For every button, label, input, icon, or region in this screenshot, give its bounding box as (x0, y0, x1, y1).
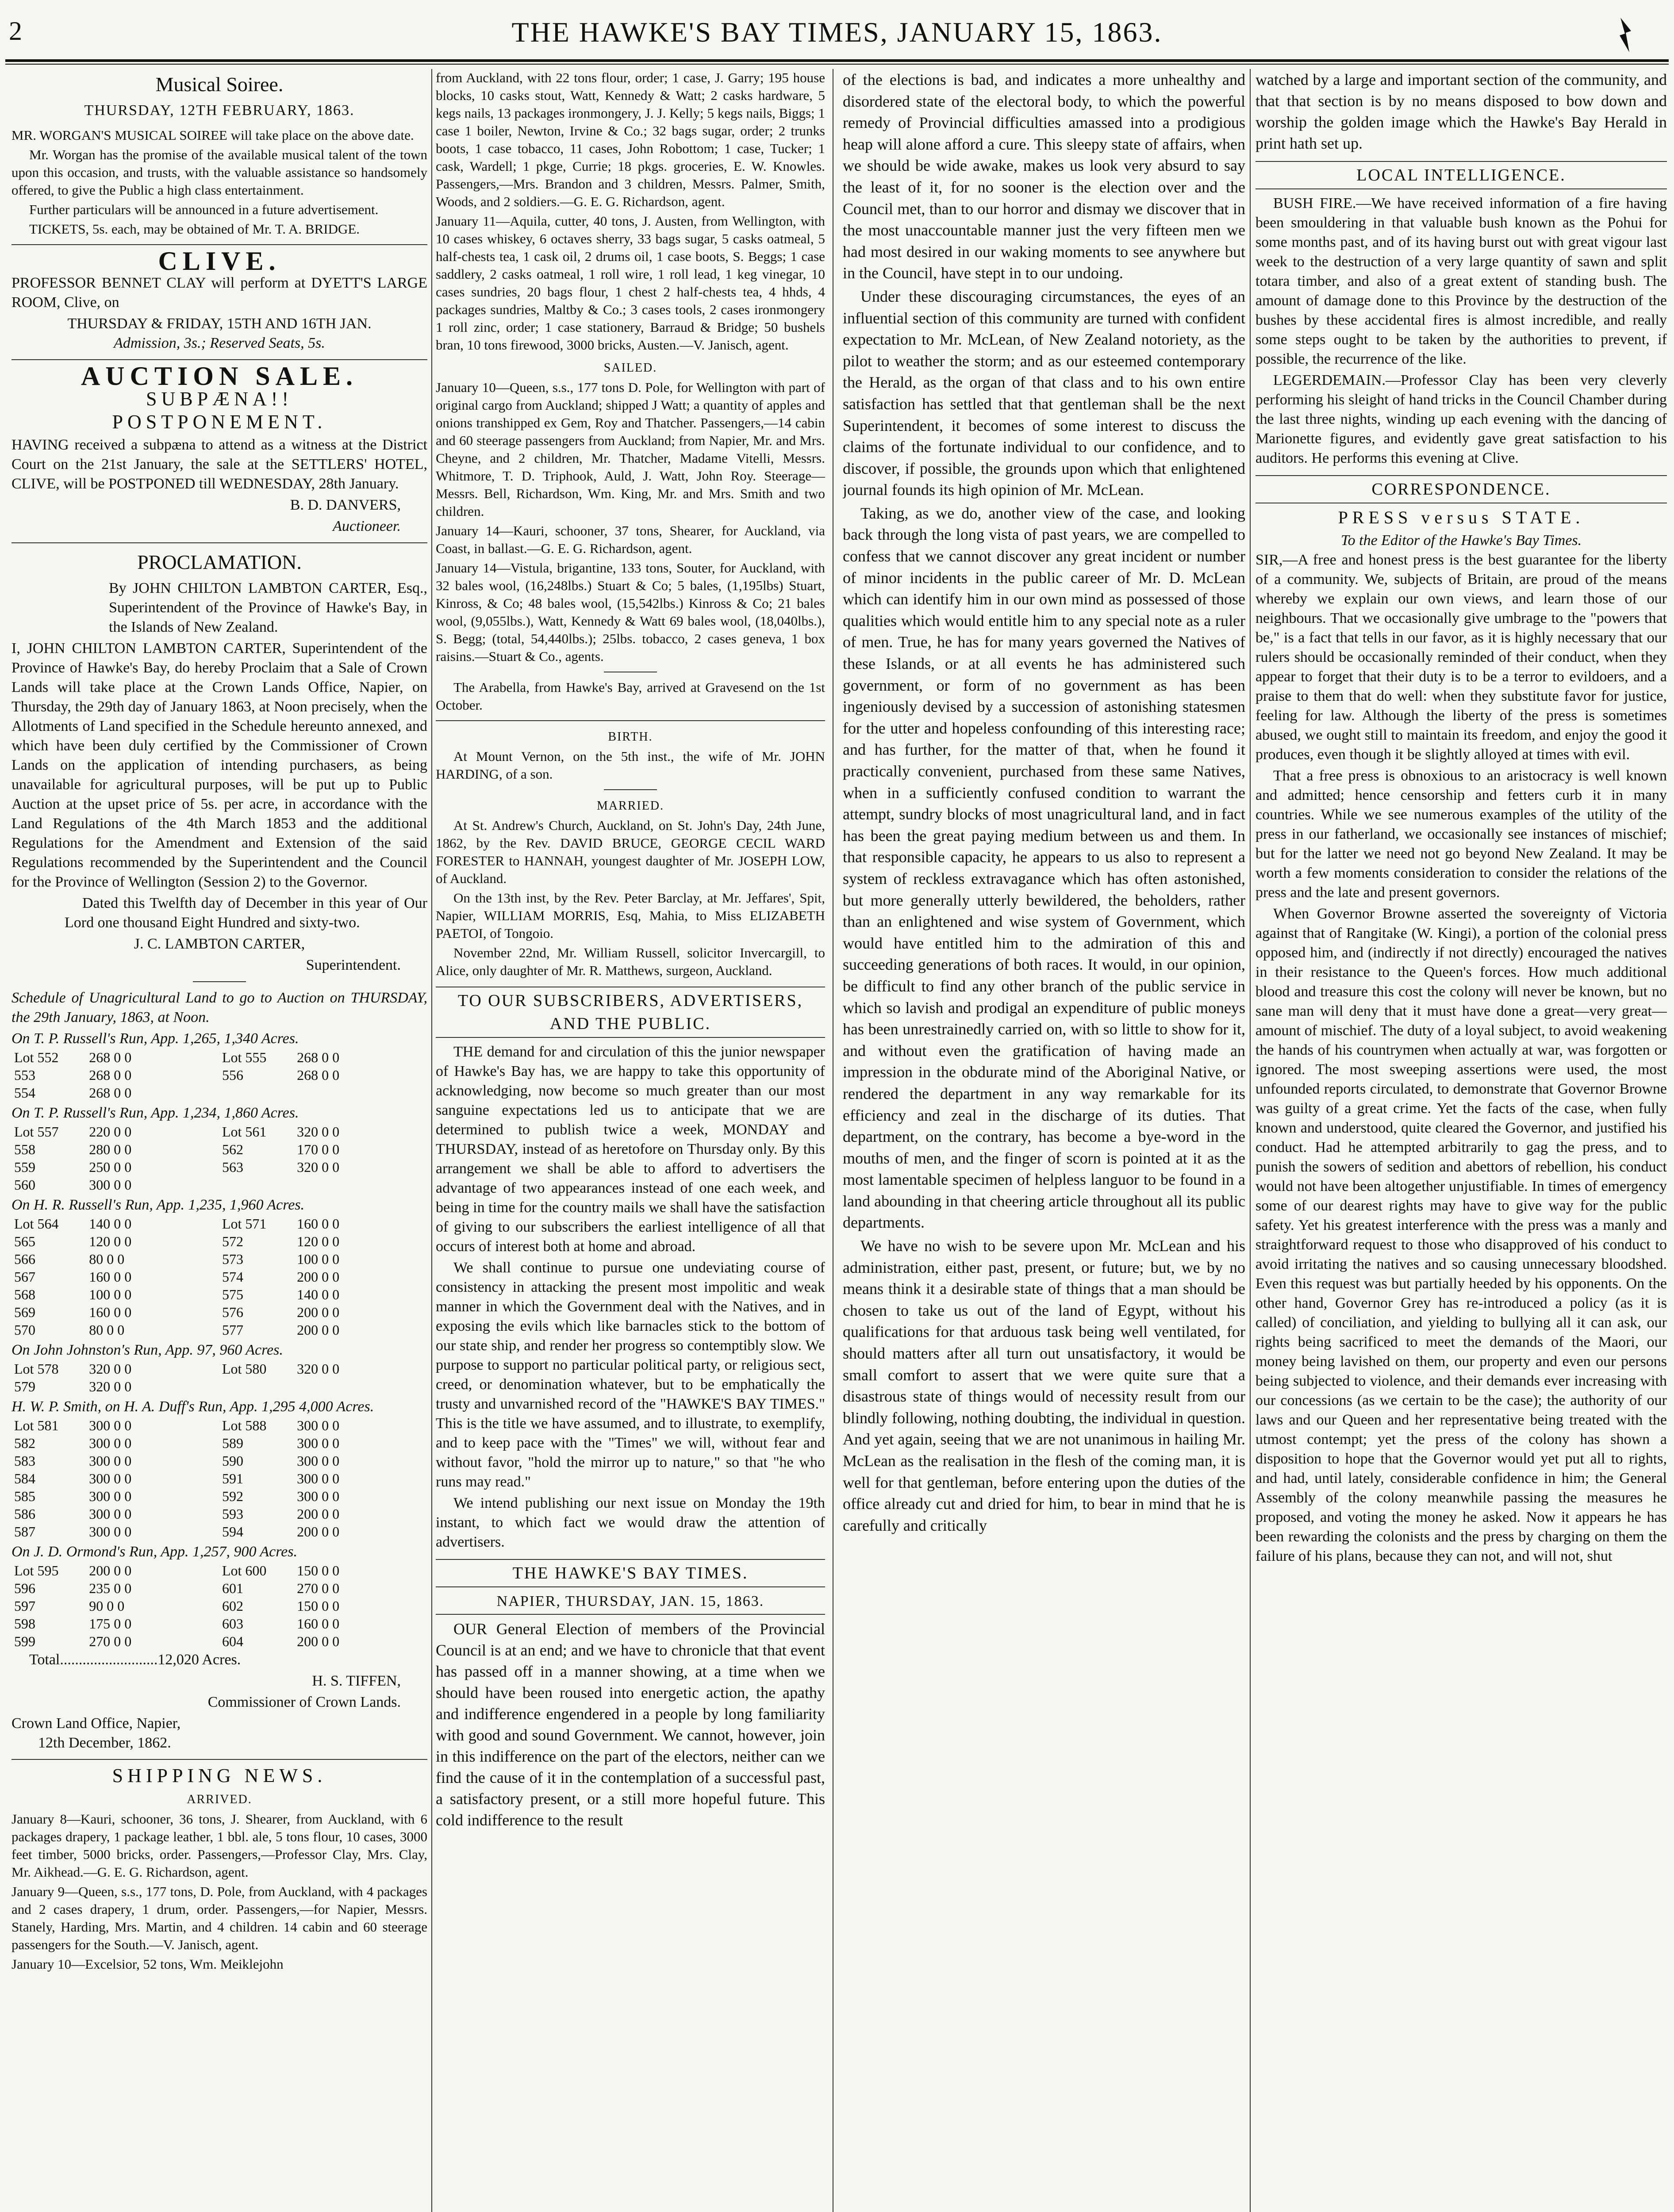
table-cell: 170 0 0 (297, 1141, 340, 1157)
table-cell: 320 0 0 (297, 1124, 340, 1140)
table-cell: Lot 552 (14, 1049, 59, 1065)
lots-table (12, 1123, 427, 1194)
table-cell: Lot 588 (222, 1417, 267, 1433)
table-cell: 90 0 0 (89, 1598, 125, 1614)
table-row (12, 1523, 427, 1540)
table-cell: 591 (222, 1471, 243, 1486)
table-cell: 235 0 0 (89, 1580, 132, 1596)
lots-table (12, 1360, 427, 1395)
table-row (12, 1487, 427, 1505)
divider (12, 359, 427, 360)
subscribers-text: We shall continue to pursue one undeviating course of consistency in attacking the present most impolitic and weak manner in which the Government deal with the Natives, and in exposing the evils which like barnacles stick to the bottom of our state ship, and render her progress so contemptibly slow. We purpose to support no particular political party, or religious sect, creed, or denomination whatever, but to be emphatically the trusty and unvarnished record of the "HAWKE'S BAY TIMES." This is the title we have assumed, and to illustrate, to exemplify, and to keep pace with the "Times" we will, without fear and without favor, "hold the mirror up to nature," so that "he who runs may read." (436, 1260, 825, 1490)
table-cell (219, 1176, 294, 1194)
soiree-text: MR. WORGAN'S MUSICAL SOIREE will take place on the above date. (12, 127, 414, 143)
column-1 (12, 69, 427, 2212)
run-title: H. W. P. Smith, on H. A. Duff's Run, App. 1,295 4,000 Acres. (12, 1398, 374, 1415)
clive-dates: THURSDAY & FRIDAY, 15TH AND 16TH JAN. (67, 315, 372, 332)
table-cell: 603 (222, 1616, 243, 1632)
auction-signature: B. D. DANVERS, (290, 497, 401, 513)
table-row (12, 1360, 427, 1378)
lots-table (12, 1562, 427, 1650)
table-cell: 596 (14, 1580, 35, 1596)
table-cell: 553 (14, 1067, 35, 1083)
married-heading: MARRIED. (596, 799, 664, 813)
table-cell: 150 0 0 (297, 1598, 340, 1614)
soiree-heading: Musical Soiree. (155, 73, 284, 96)
table-cell: 587 (14, 1524, 35, 1540)
table-cell: 268 0 0 (297, 1049, 340, 1065)
table-cell: 200 0 0 (297, 1304, 340, 1320)
leader-text: of the elections is bad, and indicates a more unhealthy and disordered state of the electoral body, to which the powerful remedy of Provincial difficulties amassed into a prodigious heap will alone afford a cure. This sleepy state of affairs, when we should be wide awake, makes us look very absurd to say the least of it, for no sooner is the election over and the Council met, than to our horror and dismay we discover that in the most unaccountable manner just the very fifteen men we had most desired in our waking moments to see anywhere but in the Council, have stept in to our undoing. (843, 71, 1245, 282)
birth-heading: BIRTH. (608, 730, 653, 744)
leader-text: watched by a large and important section of the community, and that that section is by no means disposed to bow down and worship the golden image which the Hawke's Bay Herald in print hath set up. (1256, 71, 1667, 152)
table-cell: 268 0 0 (89, 1049, 132, 1065)
table-cell: 140 0 0 (297, 1286, 340, 1302)
proclamation-by: By JOHN CHILTON LAMBTON CARTER, Esq., Superintendent of the Province of Hawke's Bay, in the Islands of New Zealand. (109, 580, 427, 635)
table-cell: 594 (222, 1524, 243, 1540)
letter-text: When Governor Browne asserted the sovereignty of Victoria against that of Rangitake (W. Kingi), a portion of the colonial press opposed him, and (indirectly if not directly) encouraged the natives in their resistance to the Queen's forces. How much additional blood and treasure this cost the colony will never be known, but no sane man will deny that it must have done a great—very great—amount of mischief. The duty of a loyal subject, to avoid weakening the hands of his countrymen when actually at war, was forgotten or ignored. The most sweeping assertions were used, the most unfounded reports circulated, to demonstrate that Governor Browne was guilty of a great crime. Yet the facts of the case, when fully known and understood, quite cleared the Governor, and justified his conduct. Had he attempted arbitrarily to gag the press, and to punish the sowers of sedition and abettors of rebellion, his conduct would not have been altogether unjustifiable. In times of emergency some of our dearest rights may have to give way for the public safety. Yet his greatest interference with the press was a manly and straightforward request to those who disapproved of his conduct to avoid irritating the natives and so causing unnecessary bloodshed. Even this request was but partially heeded by his opponents. On the other hand, Governor Grey has re-introduced a policy (as it is called) of conciliation, and yielding to bullying all it can ask, our rights being sacrificed to meet the demands of the Maori, our money being lavished on them, our property and even our persons being subjected to violence, and their demands ever increasing with our concessions (as we certain to be the case); the authority of our laws and our Queen and her representative being treated with the utmost contempt; yet the press of the colony has shown a disposition to hope that the Governor would yet put all to rights, and had, until lately, considerable confidence in him; the General Assembly of the colony meanwhile passing the measures he proposed, and voting the money he asked. Now it appears he has been rewarding the colonists and the press by charging on them the failure of his plans, because they can not, and will not, shut (1256, 906, 1667, 1564)
table-row (12, 1048, 427, 1066)
table-row (12, 1632, 427, 1650)
leader-heading: THE HAWKE'S BAY TIMES. (436, 1559, 825, 1587)
table-row (12, 1303, 427, 1321)
table-row (12, 1597, 427, 1615)
table-cell: Lot 571 (222, 1216, 267, 1232)
table-cell: 320 0 0 (297, 1159, 340, 1175)
table-cell: 160 0 0 (297, 1216, 340, 1232)
table-cell: 220 0 0 (89, 1124, 132, 1140)
soiree-text: TICKETS, 5s. each, may be obtained of Mr. T. A. BRIDGE. (29, 221, 360, 237)
table-cell: 562 (222, 1141, 243, 1157)
table-cell: 560 (14, 1177, 35, 1193)
table-cell: 300 0 0 (89, 1417, 132, 1433)
table-cell: 590 (222, 1453, 243, 1469)
table-cell (219, 1378, 294, 1395)
clive-text: PROFESSOR BENNET CLAY will perform at DYETT'S LARGE ROOM, Clive, on (12, 275, 427, 311)
divider (12, 542, 427, 543)
married-notice: At St. Andrew's Church, Auckland, on St. John's Day, 24th June, 1862, by the Rev. DAVID BRUCE, GEORGE CECIL WARD FORESTER to HANNAH, youngest daughter of Mr. JOSEPH LOW, of Auckland. (436, 818, 825, 886)
divider (604, 789, 657, 790)
lots-table (12, 1215, 427, 1339)
commissioner-title: Commissioner of Crown Lands. (207, 1694, 401, 1710)
table-cell: 570 (14, 1322, 35, 1338)
table-row (12, 1176, 427, 1194)
table-cell: 577 (222, 1322, 243, 1338)
table-row (12, 1066, 427, 1084)
table-cell: 569 (14, 1304, 35, 1320)
auction-subheading: SUBPÆNA!! (146, 388, 293, 410)
page-number: 2 (9, 16, 22, 46)
married-notice: November 22nd, Mr. William Russell, solicitor Invercargill, to Alice, only daughter of Mr. R. Matthews, surgeon, Auckland. (436, 945, 825, 978)
table-cell: 268 0 0 (89, 1067, 132, 1083)
letter-text: That a free press is obnoxious to an aristocracy is well known and admitted; hence censorship and fetters curb it in many countries. While we see numerous examples of the utility of the press in our fatherland, we occasionally see instances of mischief; but for the latter we need not go beyond New Zealand. It may be worth a few moments consideration to consider the relations of the press and the late and present governors. (1256, 768, 1667, 901)
correspondence-heading: CORRESPONDENCE. (1256, 475, 1667, 503)
table-cell (294, 1084, 427, 1102)
soiree-date: THURSDAY, 12TH FEBRUARY, 1863. (84, 102, 355, 119)
shipping-note: The Arabella, from Hawke's Bay, arrived at Gravesend on the 1st October. (436, 680, 825, 713)
table-cell: 250 0 0 (89, 1159, 132, 1175)
table-cell: 140 0 0 (89, 1216, 132, 1232)
table-cell: 300 0 0 (89, 1488, 132, 1504)
subscribers-text: THE demand for and circulation of this the junior newspaper of Hawke's Bay has, we are happy to take this opportunity of acknowledging, now become so much greater than our most sanguine expectations led us to anticipate that we are determined to publish twice a week, MONDAY and THURSDAY, instead of as heretofore on Thursday only. By this arrangement we shall be able to afford to advertisers the advantage of two appearances instead of one each week, and being in time for the country mails we shall have the satisfaction of giving to our subscribers the earliest intelligence of all that occurs of interest both at home and abroad. (436, 1044, 825, 1255)
table-cell: 556 (222, 1067, 243, 1083)
married-notice: On the 13th inst, by the Rev. Peter Barclay, at Mr. Jeffares', Spit, Napier, WILLIAM MORRIS, Esq, Mahia, to Miss ELIZABETH PAETOI, of Tongoio. (436, 890, 825, 941)
auction-heading: AUCTION SALE. (81, 361, 358, 391)
table-cell: 567 (14, 1269, 35, 1285)
table-cell: 579 (14, 1379, 35, 1394)
table-row (12, 1233, 427, 1250)
run-title: On T. P. Russell's Run, App. 1,265, 1,340 Acres. (12, 1030, 299, 1047)
table-cell: 175 0 0 (89, 1616, 132, 1632)
margin-mark-icon (1617, 13, 1635, 53)
shipping-entry: January 8—Kauri, schooner, 36 tons, J. Shearer, from Auckland, with 6 packages drapery, 1 package leather, 1 bbl. ale, 5 tons flour, 10 cases, 3000 feet timber, 5000 bricks, order. Passengers,—Professor Clay, Mrs. Clay, Mr. Aikhead.—G. E. G. Richardson, agent. (12, 1811, 427, 1880)
subscribers-text: We intend publishing our next issue on Monday the 19th instant, to which fact we would draw the attention of advertisers. (436, 1495, 825, 1550)
run-title: On T. P. Russell's Run, App. 1,234, 1,860 Acres. (12, 1105, 299, 1121)
table-cell: 572 (222, 1233, 243, 1249)
lots-table (12, 1417, 427, 1540)
table-cell: 200 0 0 (297, 1524, 340, 1540)
table-row (12, 1505, 427, 1523)
table-cell: 300 0 0 (297, 1435, 340, 1451)
table-row (12, 1321, 427, 1339)
table-cell: 576 (222, 1304, 243, 1320)
table-cell: 80 0 0 (89, 1251, 125, 1267)
table-cell: 593 (222, 1506, 243, 1522)
leader-text: OUR General Election of members of the Provincial Council is at an end; and we have to chronicle that that event has passed off in a manner showing, at a time when we should have been roused into energetic action, the apathy and indifference engendered in a people by long familiarity with good and sound Government. We cannot, however, join in this indifference on the part of the electors, neither can we find the cause of it in the contemplation of a successful past, a satisfactory present, or a still more hopeful future. This cold indifference to the result (436, 1620, 825, 1829)
table-cell: 200 0 0 (297, 1506, 340, 1522)
leader-text: Taking, as we do, another view of the case, and looking back through the long vista of past years, we are compelled to confess that we cannot discover any great incident or number of minor incidents in the public career of Mr. D. McLean which can identify him in our own mind as possessed of those qualities which would entitle him to any special note as a ruler of men. True, he has for many years governed the Natives of these Islands, or at all events he has administered such government, or form of no government as has been ingeniously devised by a succession of astonishing statesmen for the utter and hopeless confounding of this interesting race; and has further, for the matter of that, when he found it practically convenient, purchased from these same Natives, when in a sufficiently confused condition to warrant the attempt, sundry blocks of most unagricultural land, and in fact has been the great paying medium between us and them. In that responsible capacity, he appears to us also to represent a system of reckless extravagance which has often astonished, but more generally utterly bewildered, the beholders, rather than an enlightened and wise system of Government, which would have entitled him to the admiration of this and succeeding generations of both races. It would, in our opinion, be difficult to find any other branch of the public service in which so lavish and prodigal an expenditure of public moneys has been unrestrainedly carried on, with so little to show for it, and without even the gratification of having made an impression in the obdurate mind of the Aboriginal Native, or rendered the department in any way remarkable for its efficiency and zeal in the discharge of its duties. That department, on the contrary, has become a bye-word in the mouths of men, and the finger of scorn is pointed at it as the most lamentable specimen of helpless languor to be found in a land abounding in that cheering article throughout all its public departments. (843, 504, 1245, 1232)
table-cell (219, 1084, 294, 1102)
table-cell: 599 (14, 1633, 35, 1649)
table-cell: 554 (14, 1085, 35, 1101)
table-cell: 568 (14, 1286, 35, 1302)
proclamation-dated: Dated this Twelfth day of December in this year of Our Lord one thousand Eight Hundred and sixty-two. (65, 895, 427, 931)
shipping-entry: January 10—Excelsior, 52 tons, Wm. Meiklejohn (12, 1956, 284, 1972)
table-cell: 200 0 0 (297, 1269, 340, 1285)
table-cell: 300 0 0 (89, 1471, 132, 1486)
table-cell: Lot 555 (222, 1049, 267, 1065)
run-title: On John Johnston's Run, App. 97, 960 Acres. (12, 1342, 283, 1358)
table-cell: 584 (14, 1471, 35, 1486)
lots-table (12, 1048, 427, 1102)
table-cell: 565 (14, 1233, 35, 1249)
table-cell: 300 0 0 (297, 1417, 340, 1433)
table-cell (294, 1176, 427, 1194)
column-divider (431, 69, 432, 2212)
legerdemain-text: LEGERDEMAIN.—Professor Clay has been very cleverly performing his sleight of hand tricks in the Council Chamber during the last three nights, winding up each evening with the dancing of Marionette figures, and evidently gave great satisfaction to his auditors. He performs this evening at Clive. (1256, 372, 1667, 466)
table-cell: 574 (222, 1269, 243, 1285)
table-cell: Lot 578 (14, 1361, 59, 1377)
table-row (12, 1268, 427, 1286)
table-cell: 120 0 0 (297, 1233, 340, 1249)
table-cell: 586 (14, 1506, 35, 1522)
table-cell: 575 (222, 1286, 243, 1302)
table-cell: 120 0 0 (89, 1233, 132, 1249)
table-cell: 100 0 0 (89, 1286, 132, 1302)
run-title: On J. D. Ormond's Run, App. 1,257, 900 Acres. (12, 1544, 297, 1560)
table-cell: 604 (222, 1633, 243, 1649)
table-cell: 585 (14, 1488, 35, 1504)
divider (12, 1759, 427, 1760)
run-title: On H. R. Russell's Run, App. 1,235, 1,960 Acres. (12, 1197, 305, 1213)
table-cell: Lot 600 (222, 1563, 267, 1578)
table-row (12, 1434, 427, 1452)
table-cell: 270 0 0 (297, 1580, 340, 1596)
table-cell: Lot 581 (14, 1417, 59, 1433)
shipping-entry: January 11—Aquila, cutter, 40 tons, J. Austen, from Wellington, with 10 cases whiskey, 6 octaves sherry, 33 bags sugar, 5 casks oatmeal, 5 half-chests tea, 1 cask oil, 2 drums oil, 1 case boots, S. Beggs; 1 case saddlery, 2 casks oatmeal, 1 roll wire, 1 roll lead, 1 keg vinegar, 10 cases sundries, 20 bags flour, 1 chest 2 half-chests tea, 4 hhds, 4 packages sundries, Maltby & Co.; 3 cases tools, 2 cases ironmongery 1 roll zinc, order; 1 case stationery, Barraud & Bridge; 50 bushels bran, 10 tons firewood, 3000 bricks, Austen.—V. Janisch, agent. (436, 213, 825, 353)
letter-title: PRESS versus STATE. (1338, 507, 1585, 527)
table-cell: 300 0 0 (297, 1471, 340, 1486)
auction-subheading: POSTPONEMENT. (112, 411, 327, 433)
subscribers-heading: TO OUR SUBSCRIBERS, ADVERTISERS, AND THE PUBLIC. (436, 987, 825, 1038)
leader-text: Under these discouraging circumstances, the eyes of an influential section of this community are turned with confident expectation to Mr. McLean, of New Zealand notoriety, as the pilot to weather the storm; and as our esteemed contemporary the Herald, as the organ of that class and to his own entire satisfaction has settled that that gentleman shall be the next Superintendent, it becomes of some interest to discuss the claims of the fortunate individual to our confidence, and to discover, if possible, the grounds upon which that enlightened journal founds its high opinion of Mr. McLean. (843, 287, 1245, 499)
table-cell: 582 (14, 1435, 35, 1451)
leader-dateline: NAPIER, THURSDAY, JAN. 15, 1863. (436, 1592, 825, 1615)
table-row (12, 1562, 427, 1579)
table-cell: 300 0 0 (297, 1453, 340, 1469)
table-row (12, 1123, 427, 1141)
table-cell: 566 (14, 1251, 35, 1267)
table-cell: 597 (14, 1598, 35, 1614)
table-cell: Lot 561 (222, 1124, 267, 1140)
column-3 (843, 69, 1245, 2212)
schedule-heading: Schedule of Unagricultural Land to go to Auction on THURSDAY, the 29th January, 1863, at Noon. (12, 990, 427, 1025)
table-cell: 300 0 0 (297, 1488, 340, 1504)
table-row (12, 1452, 427, 1470)
divider (436, 720, 825, 721)
table-cell: 300 0 0 (89, 1506, 132, 1522)
table-cell: 563 (222, 1159, 243, 1175)
table-cell: 573 (222, 1251, 243, 1267)
leader-text: We have no wish to be severe upon Mr. McLean and his administration, either past, present, or future; but, we by no means think it a desirable state of things that a man should be chosen to take us out of the land of Egypt, without his qualifications for that arduous task being well ventilated, for should matters after all turn out unsatisfactory, it would be small comfort to assert that we were quite sure that a disastrous state of things would of necessity result from our blindly following, nothing doubting, the individual in question. And yet again, seeing that we are not unanimous in hailing Mr. McLean as the realisation in the flesh of the coming man, it is well for that gentleman, before entering upon the duties of the office already cut and dried for him, to bear in mind that he is carefully and critically (843, 1237, 1245, 1534)
table-cell: 200 0 0 (297, 1322, 340, 1338)
shipping-entry: January 10—Queen, s.s., 177 tons D. Pole, for Wellington with part of original cargo from Auckland; shipped J Watt; a quantity of apples and onions transhipped ex Gem, Roy and Thatcher. Passengers,—14 cabin and 60 steerage passengers from Auckland; from Napier, Mr. and Mrs. Cheyne, and 2 children, Mr. Thatcher, Madame Vitelli, Messrs. Whitmore, T. D. Triphook, Auld, J. Watt, John Roy. Steerage—Messrs. Bell, Richardson, Wm. King, Mr. and Mrs. Smith and two children. (436, 380, 825, 519)
table-cell: 200 0 0 (89, 1563, 132, 1578)
masthead-rule-thin (5, 64, 1669, 65)
newspaper-title: THE HAWKE'S BAY TIMES, JANUARY 15, 1863. (511, 16, 1163, 48)
clive-heading: CLIVE. (158, 246, 281, 276)
table-cell: 592 (222, 1488, 243, 1504)
table-cell: 160 0 0 (89, 1269, 132, 1285)
table-cell: 280 0 0 (89, 1141, 132, 1157)
column-divider (1250, 69, 1251, 2212)
table-cell: 200 0 0 (297, 1633, 340, 1649)
table-cell: Lot 557 (14, 1124, 59, 1140)
masthead-rule (5, 59, 1669, 62)
sailed-subheading: SAILED. (603, 361, 657, 375)
table-cell: 268 0 0 (89, 1085, 132, 1101)
shipping-entry: from Auckland, with 22 tons flour, order; 1 case, J. Garry; 195 house blocks, 10 casks stout, Watt, Kennedy & Watt; 2 casks hardware, 5 kegs nails, 13 packages ironmongery, J. J. Kelly; 5 kegs nails, Biggs; 1 case 1 boiler, Newton, Irvine & Co.; 32 bags sugar, order; 2 trunks boots, 1 case tobacco, 11 cases, John Robottom; 1 case, Tucker; 1 cask, Wardell; 1 pkge, Currie; 18 pkgs. groceries, E. W. Knowles. Passengers,—Mrs. Brandon and 3 children, Messrs. Palmer, Smith, Woods, and 2 soldiers.—G. E. G. Richardson, agent. (436, 70, 825, 209)
office-date: 12th December, 1862. (38, 1735, 171, 1751)
proclamation-signature: J. C. LAMBTON CARTER, (134, 936, 305, 952)
soiree-text: Further particulars will be announced in a future advertisement. (29, 202, 379, 217)
table-cell (294, 1378, 427, 1395)
table-cell: 583 (14, 1453, 35, 1469)
column-2 (436, 69, 825, 2212)
schedule-runs (12, 1029, 427, 1650)
table-cell: 268 0 0 (297, 1067, 340, 1083)
table-row (12, 1417, 427, 1434)
table-cell: 300 0 0 (89, 1435, 132, 1451)
table-cell: 300 0 0 (89, 1453, 132, 1469)
table-row (12, 1215, 427, 1233)
table-cell: Lot 580 (222, 1361, 267, 1377)
divider (193, 981, 246, 982)
auction-signature-title: Auctioneer. (333, 518, 401, 534)
proclamation-heading: PROCLAMATION. (137, 551, 302, 573)
proclamation-text: I, JOHN CHILTON LAMBTON CARTER, Superintendent of the Province of Hawke's Bay, do hereby Proclaim that a Sale of Crown Lands will take place at the Crown Lands Office, Napier, on Thursday, the 29th day of January 1863, at Noon precisely, when the Allotments of Land specified in the Schedule hereunto annexed, and which have been duly certified by the Commissioner of Crown Lands on the application of intending purchasers, as being unavailable for agricultural purposes, will be put up to Public Auction at the upset price of 5s. per acre, in accordance with the Land Regulations of the 4th March 1853 and the additional Regulations for the Amendment and Extension of the said Regulations recommended by the Superintendent and the Council for the Province of Wellington (Session 2) to the Governor. (12, 640, 427, 890)
table-cell: 559 (14, 1159, 35, 1175)
table-cell: 602 (222, 1598, 243, 1614)
divider (12, 244, 427, 245)
shipping-heading: SHIPPING NEWS. (112, 1765, 327, 1786)
table-cell: 589 (222, 1435, 243, 1451)
commissioner-name: H. S. TIFFEN, (312, 1673, 401, 1689)
table-row (12, 1286, 427, 1303)
table-cell: 160 0 0 (89, 1304, 132, 1320)
table-row (12, 1250, 427, 1268)
table-cell: 100 0 0 (297, 1251, 340, 1267)
table-cell: 150 0 0 (297, 1563, 340, 1578)
table-row (12, 1158, 427, 1176)
shipping-entry: January 9—Queen, s.s., 177 tons, D. Pole, from Auckland, with 4 packages and 2 cases drapery, 1 drum, order. Passengers,—for Napier, Messrs. Stanely, Harding, Mrs. Martin, and 4 children. 14 cabin and 60 steerage passengers for the South.—V. Janisch, agent. (12, 1884, 427, 1952)
table-cell: 601 (222, 1580, 243, 1596)
table-row (12, 1084, 427, 1102)
table-row (12, 1579, 427, 1597)
office-location: Crown Land Office, Napier, (12, 1715, 181, 1732)
table-row (12, 1615, 427, 1632)
shipping-entry: January 14—Vistula, brigantine, 133 tons, Souter, for Auckland, with 32 bales wool, (16,248lbs.) Stuart & Co; 5 bales, (1,195lbs) Stuart, Kinross, & Co; 48 bales wool, (15,542lbs.) Kinross & Co; 21 bales wool, (9,055lbs.), Watt, Kennedy & Watt 69 bales wool, (18,040lbs.), S. Begg; (total, 54,440lbs.); 25lbs. tobacco, 2 cases geneva, 1 box raisins.—Stuart & Co., agents. (436, 560, 825, 664)
column-4 (1256, 69, 1667, 2212)
table-cell: Lot 564 (14, 1216, 59, 1232)
table-row (12, 1141, 427, 1158)
letter-address: To the Editor of the Hawke's Bay Times. (1340, 532, 1582, 549)
table-cell: 598 (14, 1616, 35, 1632)
table-cell: 80 0 0 (89, 1322, 125, 1338)
shipping-entry: January 14—Kauri, schooner, 37 tons, Shearer, for Auckland, via Coast, in ballast.—G. E. G. Richardson, agent. (436, 523, 825, 556)
table-cell: 558 (14, 1141, 35, 1157)
table-cell: 320 0 0 (89, 1379, 132, 1394)
auction-text: HAVING received a subpæna to attend as a witness at the District Court on the 21st January, the sale at the SETTLERS' HOTEL, CLIVE, will be POSTPONED till WEDNESDAY, 28th January. (12, 437, 427, 492)
soiree-text: Mr. Worgan has the promise of the available musical talent of the town upon this occasion, and trusts, with the valuable assistance so handsomely offered, to give the Public a high class entertainment. (12, 147, 427, 198)
table-cell: 300 0 0 (89, 1177, 132, 1193)
bush-fire-text: BUSH FIRE.—We have received information of a fire having been smouldering in that valuable bush known as the Pohui for some months past, and of its having burst out with great vigour last week to the destruction of a very large quantity of sawn and split totara timber, and also of a great extent of standing bush. The amount of damage done to this Province by the destruction of the bushes by these accidental fires is almost incredible, and really some steps ought to be taken by the authorities to prevent, if possible, the recurrence of the like. (1256, 195, 1667, 367)
table-cell: Lot 595 (14, 1563, 59, 1578)
table-row (12, 1470, 427, 1487)
schedule-total: Total..........................12,020 Acres. (29, 1651, 241, 1668)
table-row (12, 1378, 427, 1395)
local-intelligence-heading: LOCAL INTELLIGENCE. (1256, 161, 1667, 189)
birth-notice: At Mount Vernon, on the 5th inst., the wife of Mr. JOHN HARDING, of a son. (436, 749, 825, 782)
table-cell: 320 0 0 (89, 1361, 132, 1377)
masthead (0, 13, 1674, 58)
table-cell: 160 0 0 (297, 1616, 340, 1632)
arrived-subheading: ARRIVED. (187, 1793, 252, 1806)
table-cell: 300 0 0 (89, 1524, 132, 1540)
proclamation-signature-title: Superintendent. (306, 957, 401, 973)
table-cell: 270 0 0 (89, 1633, 132, 1649)
letter-text: SIR,—A free and honest press is the best guarantee for the liberty of a community. We, subjects of Britain, are proud of the means whereby we explain our own views, and learn those of our neighbours. That we occasionally give umbrage to the "powers that be," is a fact that tells in our favor, as it is highly necessary that our rulers should be occasionally reminded of their conduct, when they appear to forget that their duty is to be a terror to evildoers, and a praise to them that do well: when they substitute favor for justice, feeling for law. Although the liberty of the press is sometimes abused, we ought still to maintain its freedom, and enjoy the good it produces, even though it be slightly alloyed at times with evil. (1256, 552, 1667, 763)
table-cell: 320 0 0 (297, 1361, 340, 1377)
clive-admission: Admission, 3s.; Reserved Seats, 5s. (114, 335, 325, 351)
